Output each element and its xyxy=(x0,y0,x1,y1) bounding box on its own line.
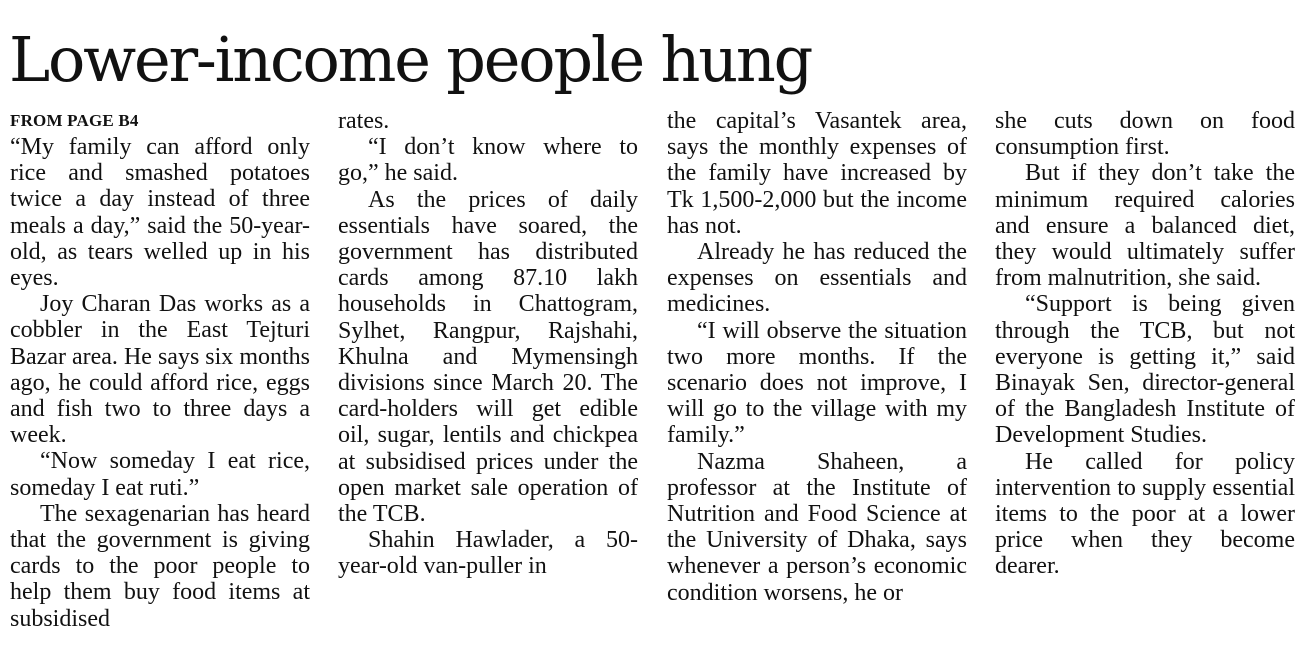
dateline: FROM PAGE B4 xyxy=(10,111,139,130)
paragraph: He called for policy intervention to supply essential items to the poor at a lower price when they become dearer. xyxy=(995,448,1295,580)
paragraph: she cuts down on food consumption first. xyxy=(995,108,1295,161)
article-body xyxy=(10,108,1298,652)
paragraph: the capital’s Vasantek area, says the monthly expenses of the family have increased by Tk 1,500-2,000 but the income has not. xyxy=(667,108,967,239)
paragraph: rates. xyxy=(338,108,390,134)
article-column-1 xyxy=(10,108,310,652)
article-column-4 xyxy=(995,108,1295,652)
article-column-3 xyxy=(667,108,967,652)
paragraph: But if they don’t take the minimum required calories and ensure a balanced diet, they would ultimately suffer from malnutrition, she said. xyxy=(995,160,1295,292)
article-column-2 xyxy=(338,108,638,652)
paragraph: “I will observe the situation two more months. If the scenario does not improve, I will go to the village with my family.” xyxy=(667,317,967,449)
paragraph: Nazma Shaheen, a professor at the Institute of Nutrition and Food Science at the University of Dhaka, says whenever a person’s economic condition worsens, he or xyxy=(667,448,967,606)
paragraph: Joy Charan Das works as a cobbler in the East Tejturi Bazar area. He says six months ago, he could afford rice, eggs and fish two to three days a week. xyxy=(10,291,310,449)
paragraph: “My family can afford only rice and smashed potatoes twice a day instead of three meals a day,” said the 50-year-old, as tears welled up in his eyes. xyxy=(10,134,310,292)
paragraph: “Now someday I eat rice, someday I eat ruti.” xyxy=(10,448,310,501)
paragraph: “I don’t know where to go,” he said. xyxy=(338,134,638,187)
paragraph: “Support is being given through the TCB, but not everyone is getting it,” said Binayak Sen, director-general of the Bangladesh Institute of Development Studies. xyxy=(995,291,1295,449)
paragraph: Shahin Hawlader, a 50-year-old van-puller in xyxy=(338,527,638,580)
paragraph: As the prices of daily essentials have soared, the government has distributed cards among 87.10 lakh households in Chattogram, Sylhet, Rangpur, Rajshahi, Khulna and Mymensingh divisions since March 20. The card-holders will get edible oil, sugar, lentils and chickpea at subsidised prices under the open market sale operation of the TCB. xyxy=(338,186,638,528)
paragraph: Already he has reduced the expenses on essentials and medicines. xyxy=(667,239,967,318)
paragraph: The sexagenarian has heard that the government is giving cards to the poor people to help them buy food items at subsidised xyxy=(10,500,310,632)
headline: Lower-income people hung xyxy=(9,23,812,96)
